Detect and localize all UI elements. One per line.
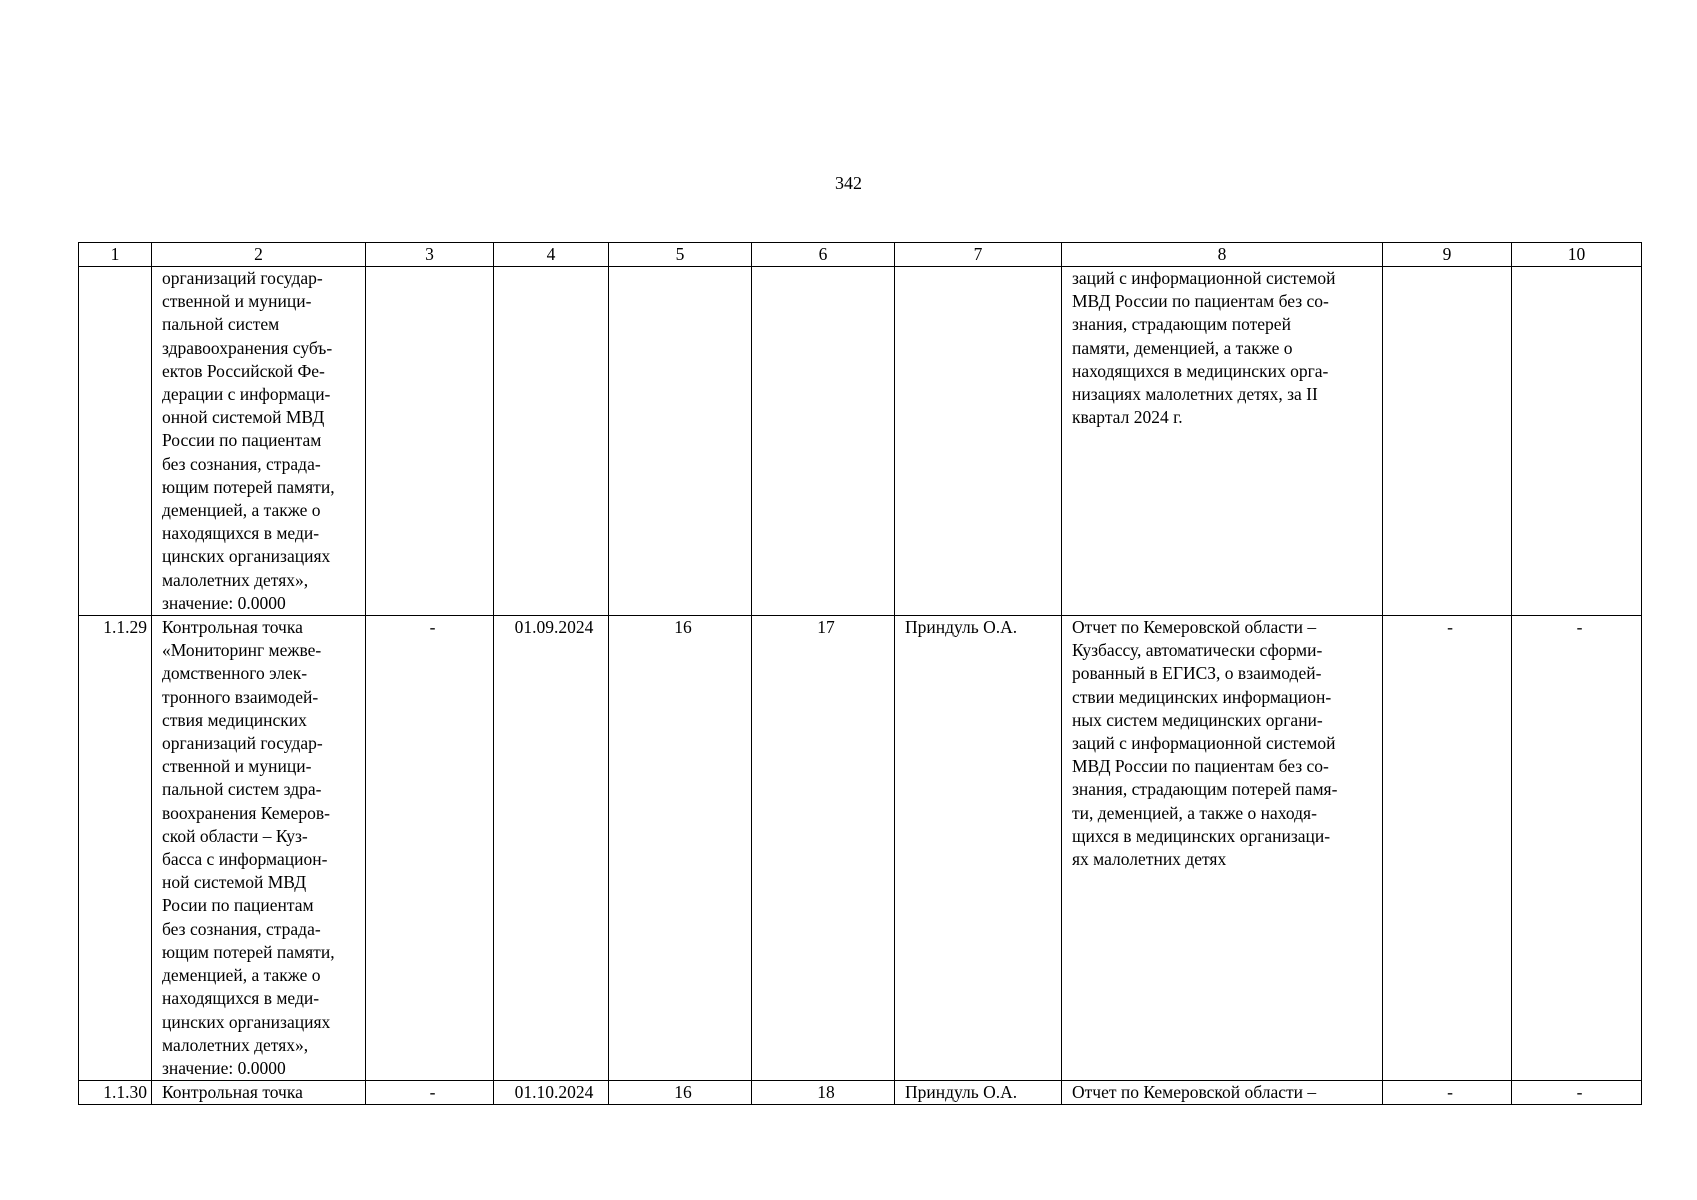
cell-col6: 17 (752, 616, 895, 1081)
table-row-continuation (79, 267, 1642, 616)
cell-col9: - (1383, 616, 1512, 1081)
page-number: 342 (835, 173, 862, 193)
plan-table (78, 242, 1642, 1105)
col-header-9: 9 (1383, 243, 1512, 267)
cell-num: 1.1.30 (79, 1081, 152, 1105)
col-header-1: 1 (79, 243, 152, 267)
cell-name (152, 267, 366, 616)
cell-date (494, 267, 609, 616)
cell-num: 1.1.29 (79, 616, 152, 1081)
col-header-5: 5 (609, 243, 752, 267)
result-text: Отчет по Кемеровской области – Кузбассу, автоматически сформи- рованный в ЕГИСЗ, о взаимодей- ствии медицинских информацион- ных систем медицинских органи- заций с информационной системой МВД России по пациентам без со- знания, страдающим потерей памя- ти, деменцией, а также о находя- щихся в медицинских организаци- ях малолетних детях (1072, 617, 1338, 870)
cell-col6: 18 (752, 1081, 895, 1105)
cell-date: 01.09.2024 (494, 616, 609, 1081)
cell-name (152, 616, 366, 1081)
cell-col10 (1512, 267, 1642, 616)
cell-col9 (1383, 267, 1512, 616)
col-header-6: 6 (752, 243, 895, 267)
cell-responsible (895, 267, 1062, 616)
col-header-3: 3 (366, 243, 494, 267)
col-header-10: 10 (1512, 243, 1642, 267)
cell-responsible: Приндуль О.А. (895, 616, 1062, 1081)
cell-col3 (366, 267, 494, 616)
cell-col3: - (366, 1081, 494, 1105)
cell-col5 (609, 267, 752, 616)
cell-date: 01.10.2024 (494, 1081, 609, 1105)
cell-result (1062, 616, 1383, 1081)
table-row (79, 1081, 1642, 1105)
cell-result (1062, 1081, 1383, 1105)
cell-num (79, 267, 152, 616)
name-text: Контрольная точка «Мониторинг межве- домственного элек- тронного взаимодей- ствия медицинских организаций государ- ственной и муници- пальной систем здра- воохранения Кемеров- ской области – Куз- басса с информацион- ной системой МВД Росии по пациентам без сознания, страда- ющим потерей памяти, деменцией, а также о находящихся в меди- цинских организациях малолетних детях», значение: 0.0000 (162, 617, 335, 1078)
name-text: Контрольная точка (162, 1082, 303, 1103)
cell-result (1062, 267, 1383, 616)
cell-col10: - (1512, 616, 1642, 1081)
cell-col5: 16 (609, 616, 752, 1081)
col-header-2: 2 (152, 243, 366, 267)
col-header-7: 7 (895, 243, 1062, 267)
cell-col10: - (1512, 1081, 1642, 1105)
name-text: организаций государ- ственной и муници- пальной систем здравоохранения субъ- ектов Российской Фе- дерации с информаци- онной системой МВД России по пациентам без сознания, страда- ющим потерей памяти, деменцией, а также о находящихся в меди- цинских организациях малолетних детях», значение: 0.0000 (162, 268, 335, 613)
cell-responsible: Приндуль О.А. (895, 1081, 1062, 1105)
cell-name (152, 1081, 366, 1105)
table-row (79, 616, 1642, 1081)
col-header-8: 8 (1062, 243, 1383, 267)
cell-col9: - (1383, 1081, 1512, 1105)
header-row (79, 243, 1642, 267)
cell-col6 (752, 267, 895, 616)
result-text: заций с информационной системой МВД России по пациентам без со- знания, страдающим потерей памяти, деменцией, а также о находящихся в медицинских орга- низациях малолетних детях, за II квартал 2024 г. (1072, 268, 1336, 428)
cell-col3: - (366, 616, 494, 1081)
cell-col5: 16 (609, 1081, 752, 1105)
result-text: Отчет по Кемеровской области – (1072, 1082, 1317, 1103)
col-header-4: 4 (494, 243, 609, 267)
